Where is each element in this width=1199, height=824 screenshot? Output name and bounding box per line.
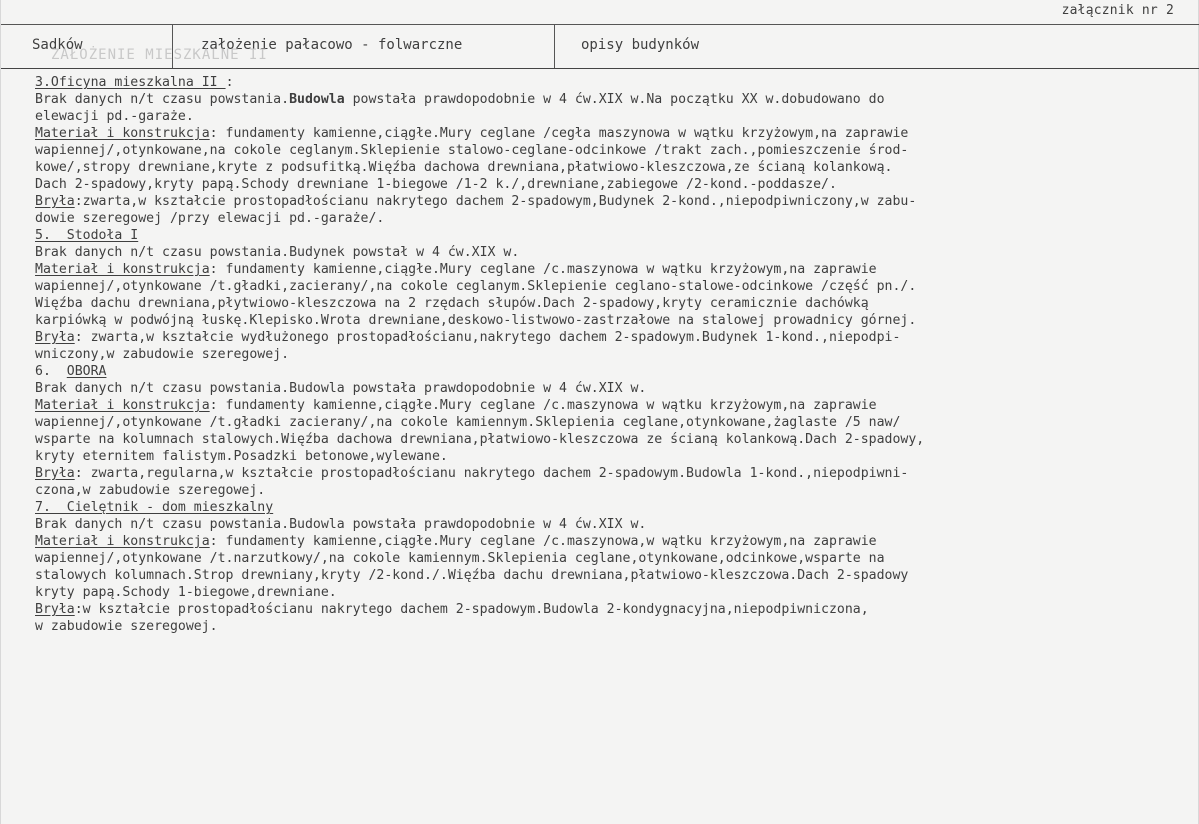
text-line: [35, 465, 1195, 482]
text-segment: : fundamenty kamienne,ciągłe.Mury ceglane /c.maszynowa,w wątku krzyżowym,na zaprawie: [209, 534, 877, 549]
text-segment: elewacji pd.-garaże.: [35, 109, 194, 124]
underlined-heading: Bryła: [35, 466, 75, 481]
header-type: opisy budynków: [554, 25, 1199, 68]
text-segment: wapiennej/,otynkowane /t.gładki zacierany/,na cokole kamiennym.Sklepienia ceglane,otynkowane,żaglaste /5 naw/: [35, 415, 901, 430]
text-line: [35, 567, 1195, 584]
text-line: [35, 74, 1195, 91]
text-line: [35, 176, 1195, 193]
text-line: [35, 295, 1195, 312]
text-line: [35, 261, 1195, 278]
text-line: [35, 227, 1195, 244]
underlined-heading: 5. Stodoła I: [35, 228, 139, 243]
text-segment: kryty eternitem falistym.Posadzki betonowe,wylewane.: [35, 449, 448, 464]
text-segment: Brak danych n/t czasu powstania.: [35, 92, 290, 107]
text-segment: Brak danych n/t czasu powstania.Budowla powstała prawdopodobnie w 4 ćw.XIX w.: [35, 517, 647, 532]
text-line: [35, 91, 1195, 108]
underlined-heading: Bryła: [35, 194, 75, 209]
text-line: [35, 312, 1195, 329]
text-line: [35, 108, 1195, 125]
text-segment: : zwarta,regularna,w kształcie prostopadłościanu nakrytego dachem 2-spadowym.Budowla 1-kond.,niepodpiwni-: [74, 466, 909, 481]
text-segment: :w kształcie prostopadłościanu nakrytego dachem 2-spadowym.Budowla 2-kondygnacyjna,niepodpiwniczona,: [74, 602, 869, 617]
ghost-overprint: ZAŁOŻENIE MIESZKALNE II: [51, 47, 268, 63]
text-segment: wniczony,w zabudowie szeregowej.: [35, 347, 290, 362]
text-segment: :zwarta,w kształcie prostopadłościanu nakrytego dachem 2-spadowym,Budynek 2-kond.,niepodpiwniczony,w zabu-: [74, 194, 917, 209]
text-segment: Brak danych n/t czasu powstania.Budowla powstała prawdopodobnie w 4 ćw.XIX w.: [35, 381, 647, 396]
text-line: [35, 414, 1195, 431]
text-line: [35, 448, 1195, 465]
text-segment: wapiennej/,otynkowane,na cokole ceglanym.Sklepienie stalowo-ceglane-odcinkowe /trakt zach.,pomieszczenie środ-: [35, 143, 909, 158]
text-line: [35, 499, 1195, 516]
text-segment: czona,w zabudowie szeregowej.: [35, 483, 266, 498]
text-segment: Więźba dachu drewniana,płytwiowo-kleszczowa na 2 rzędach słupów.Dach 2-spadowy,kryty ceramicznie dachówką: [35, 296, 869, 311]
text-segment: powstała prawdopodobnie w 4 ćw.XIX w.Na początku XX w.dobudowano do: [344, 92, 885, 107]
text-segment: kowe/,stropy drewniane,kryte z podsufitką.Więźba dachowa drewniana,płatwiowo-kleszczowa,ze ścianą kolankową.: [35, 160, 893, 175]
text-segment: : fundamenty kamienne,ciągłe.Mury ceglane /c.maszynowa w wątku krzyżowym,na zaprawie: [209, 398, 877, 413]
text-line: [35, 142, 1195, 159]
text-line: [35, 533, 1195, 550]
text-line: [35, 125, 1195, 142]
text-line: [35, 329, 1195, 346]
underlined-heading: Bryła: [35, 330, 75, 345]
text-line: [35, 618, 1195, 635]
text-line: [35, 244, 1195, 261]
underlined-heading: 3.Oficyna mieszkalna II: [35, 75, 226, 90]
text-segment: kryty papą.Schody 1-biegowe,drewniane.: [35, 585, 337, 600]
text-segment: :: [225, 75, 234, 90]
underlined-heading: OBORA: [66, 364, 107, 379]
attachment-label: załącznik nr 2: [1061, 3, 1174, 18]
text-line: [35, 550, 1195, 567]
underlined-heading: Materiał i konstrukcja: [35, 398, 210, 413]
text-segment: stalowych kolumnach.Strop drewniany,kryty /2-kond./.Więźba dachu drewniana,płatwiowo-kleszczowa.Dach 2-spadowy: [35, 568, 909, 583]
text-line: [35, 516, 1195, 533]
text-line: [35, 601, 1195, 618]
text-line: [35, 584, 1195, 601]
text-segment: w zabudowie szeregowej.: [35, 619, 218, 634]
text-segment: dowie szeregowej /przy elewacji pd.-garaże/.: [35, 211, 385, 226]
text-segment: wapiennej/,otynkowane /t.gładki,zacierany/,na cokole ceglanym.Sklepienie ceglano-stalowe-odcinkowe /część pn./.: [35, 279, 917, 294]
text-segment: Brak danych n/t czasu powstania.Budynek powstał w 4 ćw.XIX w.: [35, 245, 520, 260]
description-text: [35, 74, 1195, 635]
text-segment: Budowla: [289, 92, 345, 107]
text-line: [35, 193, 1195, 210]
underlined-heading: Materiał i konstrukcja: [35, 262, 210, 277]
text-segment: wsparte na kolumnach stalowych.Więźba dachowa drewniana,płatwiowo-kleszczowa ze ścianą kolankową.Dach 2-spadowy,: [35, 432, 925, 447]
text-line: [35, 482, 1195, 499]
text-line: [35, 159, 1195, 176]
text-line: [35, 278, 1195, 295]
text-line: [35, 431, 1195, 448]
text-segment: : fundamenty kamienne,ciągłe.Mury ceglane /c.maszynowa w wątku krzyżowym,na zaprawie: [209, 262, 877, 277]
text-segment: : zwarta,w kształcie wydłużonego prostopadłościanu,nakrytego dachem 2-spadowym.Budynek 1-kond.,niepodpi-: [74, 330, 901, 345]
text-segment: karpiówką w podwójną łuskę.Klepisko.Wrota drewniane,deskowo-listwowo-zastrzałowe na stalowej prowadnicy górnej.: [35, 313, 917, 328]
underlined-heading: Bryła: [35, 602, 75, 617]
header-place: Sadków: [32, 37, 83, 53]
underlined-heading: Materiał i konstrukcja: [35, 126, 210, 141]
header-complex: założenie pałacowo - folwarczne: [172, 25, 554, 68]
text-line: [35, 346, 1195, 363]
underlined-heading: 7. Cielętnik - dom mieszkalny: [35, 500, 274, 515]
text-segment: : fundamenty kamienne,ciągłe.Mury ceglane /cegła maszynowa w wątku krzyżowym,na zaprawie: [209, 126, 909, 141]
text-segment: Dach 2-spadowy,kryty papą.Schody drewniane 1-biegowe /1-2 k./,drewniane,zabiegowe /2-kond.-poddasze/.: [35, 177, 837, 192]
text-segment: wapiennej/,otynkowane /t.narzutkowy/,na cokole kamiennym.Sklepienia ceglane,otynkowane,odcinkowe,wsparte na: [35, 551, 885, 566]
text-segment: 6.: [35, 364, 67, 379]
underlined-heading: Materiał i konstrukcja: [35, 534, 210, 549]
text-line: [35, 397, 1195, 414]
text-line: [35, 363, 1195, 380]
text-line: [35, 380, 1195, 397]
text-line: [35, 210, 1195, 227]
